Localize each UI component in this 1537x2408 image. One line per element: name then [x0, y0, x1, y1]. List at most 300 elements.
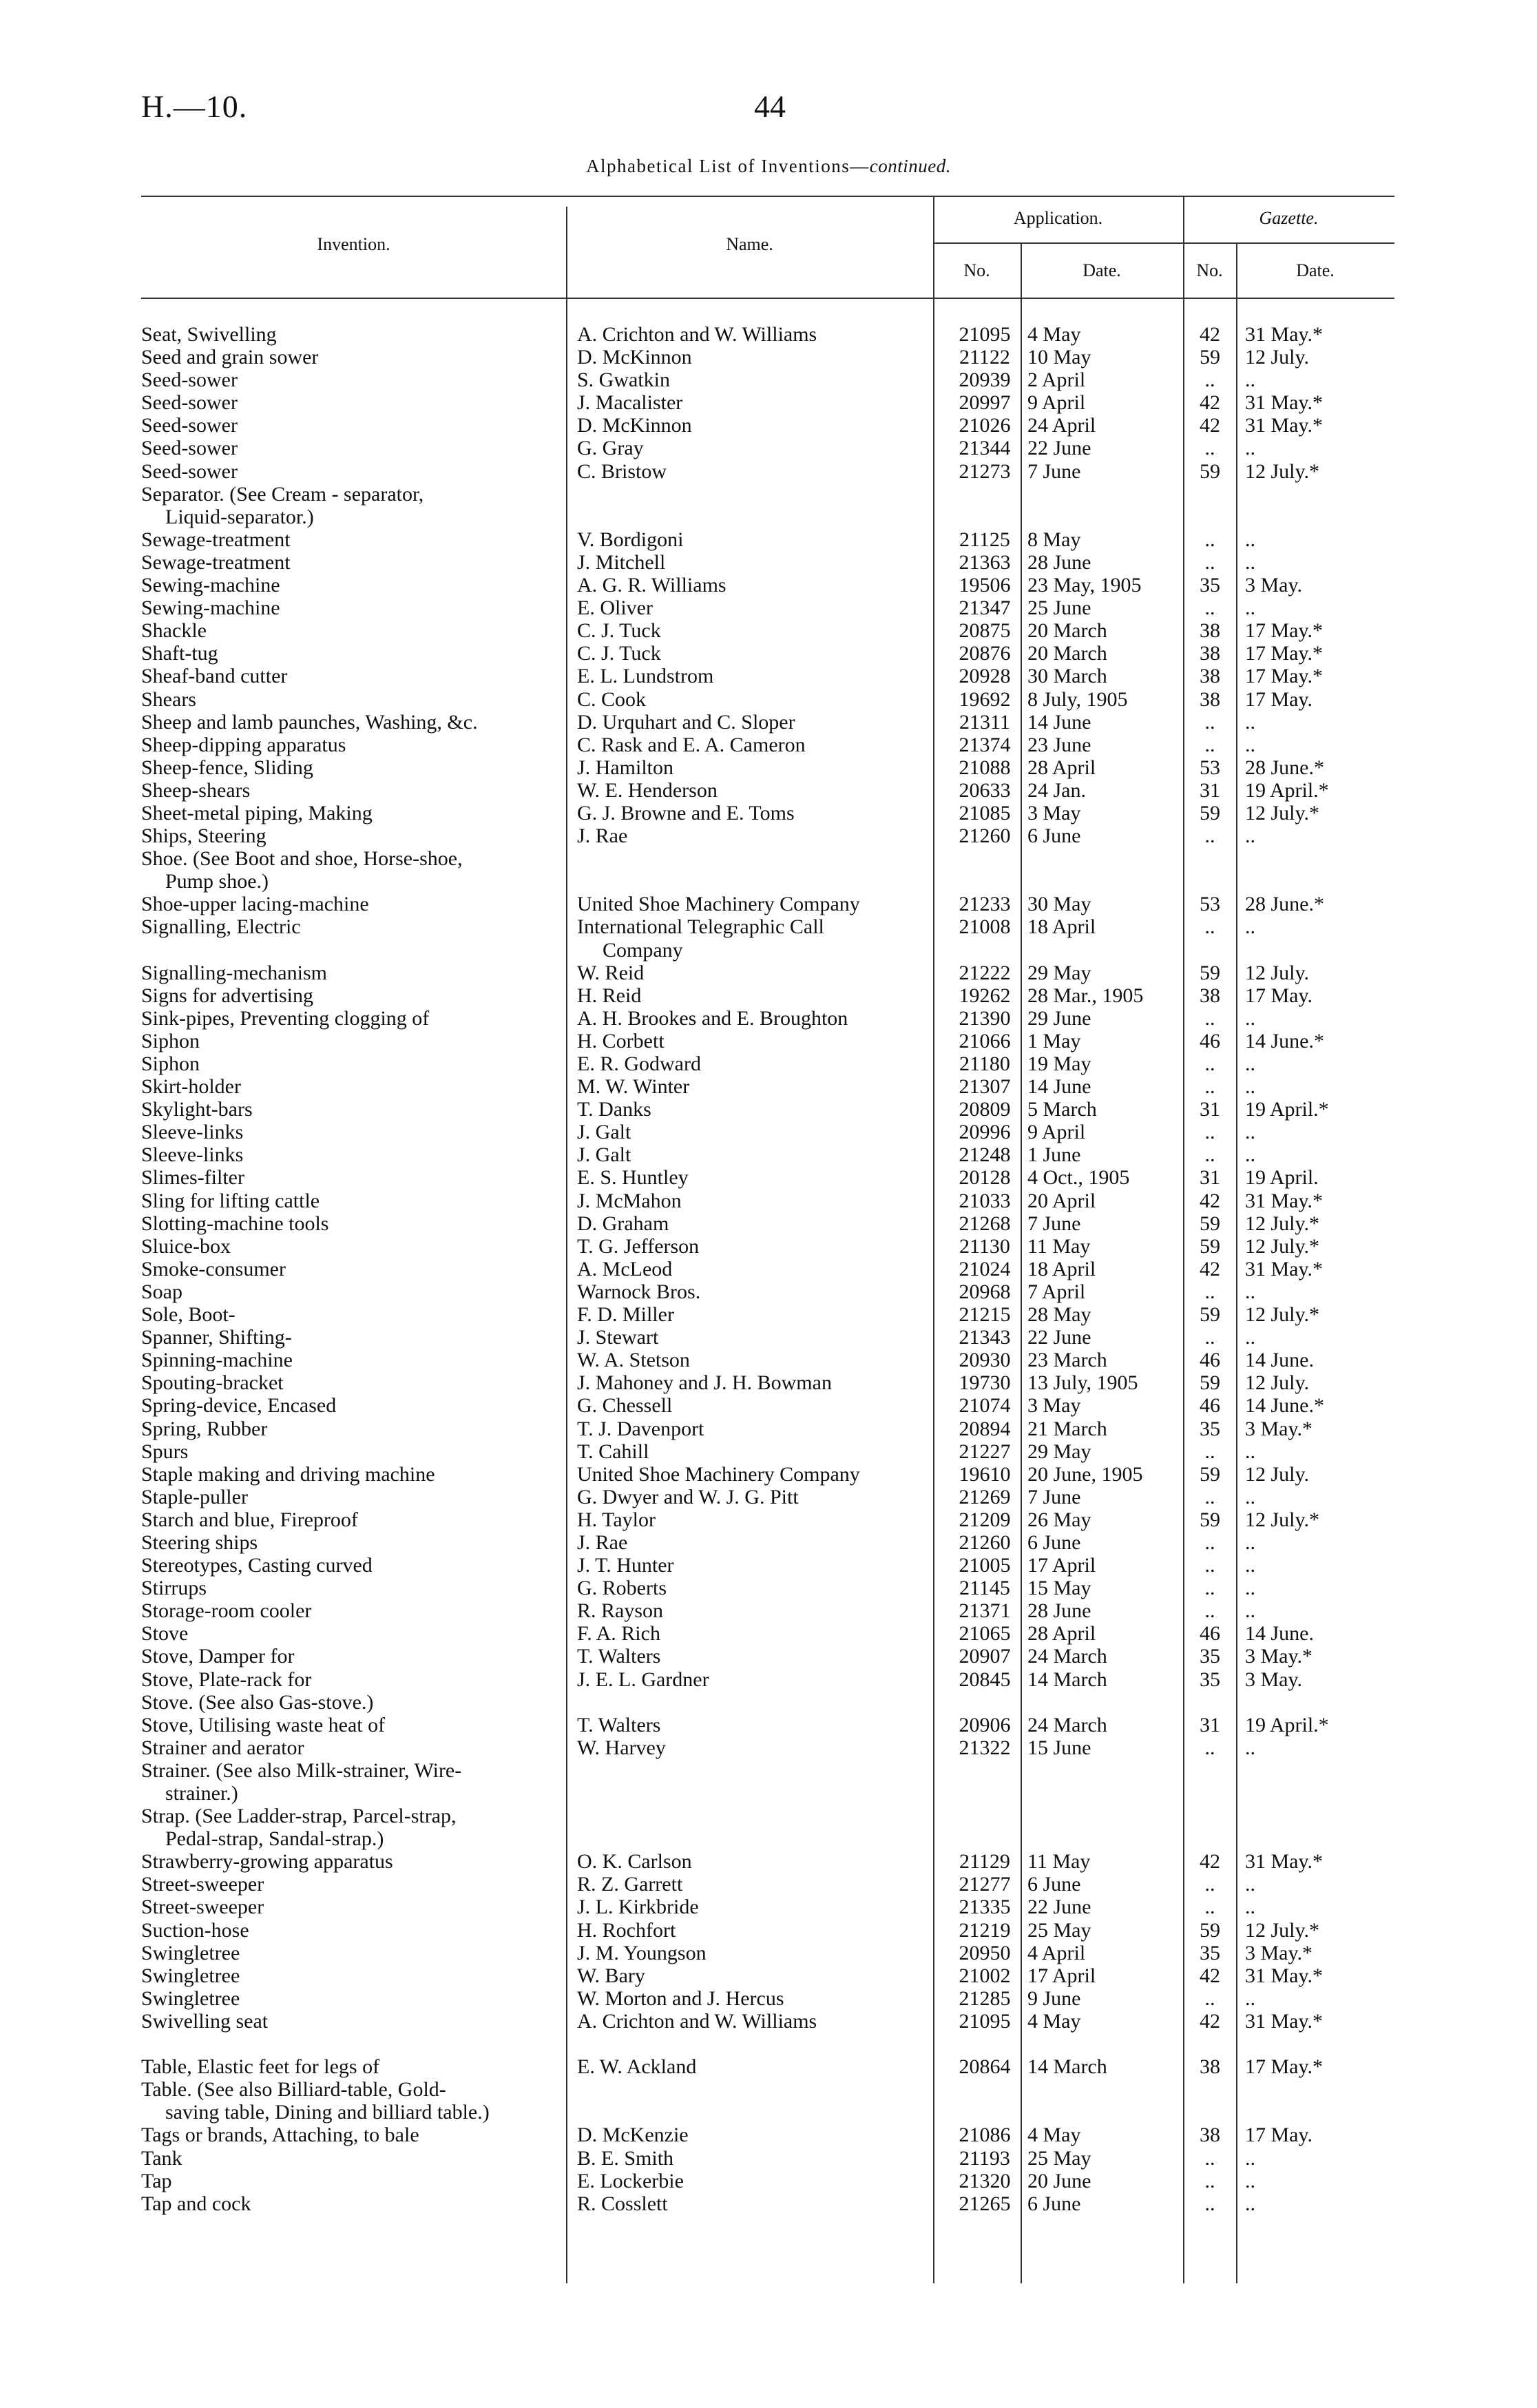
- application-date-cell: 24 March: [1027, 1645, 1107, 1668]
- invention-cell: Shaft-tug: [141, 642, 218, 665]
- gazette-number-cell: ..: [1204, 550, 1215, 574]
- gazette-date-cell: ..: [1245, 369, 1255, 392]
- gazette-date-cell: 17 May.*: [1245, 2055, 1324, 2079]
- application-date-cell: 10 May: [1027, 346, 1091, 369]
- name-cell: T. Walters: [577, 1713, 661, 1736]
- invention-cell: Separator. (See Cream - separator,: [141, 482, 424, 506]
- gazette-number-cell: 42: [1200, 1850, 1220, 1874]
- application-number-cell: 21322: [959, 1736, 1011, 1759]
- application-number-cell: 20894: [959, 1417, 1011, 1440]
- invention-cell: Stove. (See also Gas-stove.): [141, 1690, 374, 1714]
- application-number-cell: 19730: [959, 1371, 1011, 1395]
- application-number-cell: 21033: [959, 1189, 1011, 1212]
- gazette-date-cell: 14 June.: [1245, 1349, 1314, 1372]
- name-cell: D. Urquhart and C. Sloper: [577, 710, 795, 734]
- application-number-cell: 20809: [959, 1098, 1011, 1121]
- gazette-number-cell: 42: [1200, 391, 1220, 415]
- application-subheader-rule: [933, 242, 1394, 244]
- invention-cell: Tap: [141, 2169, 172, 2192]
- gazette-date-cell: ..: [1245, 550, 1255, 574]
- gazette-number-cell: ..: [1204, 1052, 1215, 1075]
- table-row: [0, 1030, 1537, 1052]
- application-date-cell: 30 May: [1027, 893, 1091, 916]
- table-row: [0, 1508, 1537, 1531]
- name-cell: E. L. Lundstrom: [577, 665, 714, 688]
- invention-cell: Siphon: [141, 1052, 200, 1075]
- name-cell: E. R. Godward: [577, 1052, 701, 1075]
- invention-cell: Spinning-machine: [141, 1349, 293, 1372]
- application-date-cell: 4 April: [1027, 1941, 1086, 1964]
- table-row: [0, 1668, 1537, 1691]
- table-row: [0, 665, 1537, 687]
- gazette-date-cell: 14 June.*: [1245, 1394, 1324, 1418]
- invention-cell: Shoe. (See Boot and shoe, Horse-shoe,: [141, 847, 463, 871]
- gazette-number-cell: ..: [1204, 1485, 1215, 1508]
- gazette-number-cell: ..: [1204, 1006, 1215, 1030]
- gazette-date-cell: ..: [1245, 437, 1255, 460]
- invention-cell: Stove, Damper for: [141, 1645, 295, 1668]
- invention-cell: Sheep-dipping apparatus: [141, 733, 346, 756]
- name-cell: J. Macalister: [577, 391, 683, 415]
- gazette-date-cell: ..: [1245, 1736, 1255, 1759]
- invention-cell: Shoe-upper lacing-machine: [141, 893, 369, 916]
- application-number-cell: 21219: [959, 1918, 1011, 1942]
- table-row: [0, 1873, 1537, 1896]
- application-number-cell: 21390: [959, 1006, 1011, 1030]
- gazette-date-cell: 12 July.*: [1245, 1234, 1320, 1258]
- gazette-date-cell: 28 June.*: [1245, 893, 1324, 916]
- application-number-cell: 21343: [959, 1326, 1011, 1349]
- name-cell: G. Dwyer and W. J. G. Pitt: [577, 1485, 799, 1508]
- name-cell: T. J. Davenport: [577, 1417, 704, 1440]
- application-date-cell: 23 May, 1905: [1027, 574, 1142, 597]
- name-cell: J. Rae: [577, 1530, 628, 1554]
- gazette-number-cell: 59: [1200, 1508, 1220, 1531]
- application-number-cell: 21320: [959, 2169, 1011, 2192]
- invention-cell: Seed-sower: [141, 459, 238, 483]
- table-row: [0, 711, 1537, 734]
- header-gaz-date: Date.: [1296, 260, 1335, 280]
- gazette-date-cell: 19 April.: [1245, 1166, 1319, 1190]
- gazette-date-cell: ..: [1245, 1986, 1255, 2010]
- name-cell: D. McKinnon: [577, 346, 692, 369]
- invention-cell: Seed-sower: [141, 414, 238, 437]
- application-date-cell: 9 April: [1027, 391, 1086, 415]
- application-number-cell: 21129: [959, 1850, 1010, 1874]
- name-cell: V. Bordigoni: [577, 528, 684, 551]
- invention-cell: Seed-sower: [141, 437, 238, 460]
- name-cell: J. Galt: [577, 1121, 631, 1144]
- application-number-cell: 21335: [959, 1896, 1011, 1919]
- table-row: [0, 2147, 1537, 2170]
- gazette-number-cell: 59: [1200, 1212, 1220, 1235]
- name-cell: H. Rochfort: [577, 1918, 676, 1942]
- name-cell: T. Cahill: [577, 1440, 649, 1463]
- invention-cell: Swingletree: [141, 1941, 240, 1964]
- table-row: [0, 1303, 1537, 1326]
- name-cell: W. E. Henderson: [577, 778, 718, 802]
- name-cell: E. W. Ackland: [577, 2055, 697, 2079]
- application-date-cell: 20 June: [1027, 2169, 1091, 2192]
- table-row: [0, 1143, 1537, 1166]
- table-row: [0, 870, 1537, 893]
- name-cell: A. H. Brookes and E. Broughton: [577, 1006, 848, 1030]
- application-number-cell: 21209: [959, 1508, 1011, 1531]
- gazette-number-cell: 53: [1200, 893, 1220, 916]
- invention-cell: Stove, Plate-rack for: [141, 1668, 312, 1691]
- application-date-cell: 29 May: [1027, 1440, 1091, 1463]
- name-cell: R. Rayson: [577, 1599, 664, 1623]
- table-row: [0, 1919, 1537, 1942]
- name-cell: D. McKinnon: [577, 414, 692, 437]
- gazette-number-cell: 59: [1200, 459, 1220, 483]
- invention-cell: Smoke-consumer: [141, 1257, 286, 1280]
- invention-cell: Skylight-bars: [141, 1098, 253, 1121]
- name-cell: J. E. L. Gardner: [577, 1668, 709, 1691]
- gazette-date-cell: ..: [1245, 1599, 1255, 1623]
- gazette-number-cell: ..: [1204, 733, 1215, 756]
- gazette-number-cell: ..: [1204, 437, 1215, 460]
- gazette-date-cell: ..: [1245, 1006, 1255, 1030]
- gazette-date-cell: 31 May.*: [1245, 1189, 1324, 1212]
- invention-cell: Steering ships: [141, 1530, 258, 1554]
- application-number-cell: 21095: [959, 2009, 1011, 2033]
- gazette-date-cell: 17 May.: [1245, 984, 1313, 1007]
- gazette-number-cell: ..: [1204, 1280, 1215, 1303]
- gazette-date-cell: ..: [1245, 596, 1255, 620]
- gazette-date-cell: ..: [1245, 1577, 1255, 1600]
- application-date-cell: 4 May: [1027, 323, 1081, 346]
- table-row: [0, 1121, 1537, 1143]
- invention-cell: Staple-puller: [141, 1485, 248, 1508]
- application-number-cell: 21260: [959, 824, 1011, 848]
- table-row: [0, 2078, 1537, 2101]
- table-row: [0, 2101, 1537, 2124]
- invention-cell: Staple making and driving machine: [141, 1462, 435, 1486]
- header-invention: Invention.: [317, 234, 390, 254]
- gazette-date-cell: 3 May.*: [1245, 1417, 1313, 1440]
- application-number-cell: 21024: [959, 1257, 1011, 1280]
- table-row: [0, 2192, 1537, 2215]
- name-cell: W. Harvey: [577, 1736, 666, 1759]
- gazette-number-cell: ..: [1204, 1530, 1215, 1554]
- invention-cell: Slimes-filter: [141, 1166, 244, 1190]
- invention-cell: Siphon: [141, 1029, 200, 1052]
- name-cell: E. S. Huntley: [577, 1166, 689, 1190]
- application-number-cell: 20996: [959, 1121, 1011, 1144]
- table-row: [0, 756, 1537, 779]
- gazette-date-cell: 12 July.: [1245, 1371, 1310, 1395]
- gazette-date-cell: 31 May.*: [1245, 323, 1324, 346]
- table-row: [0, 1258, 1537, 1280]
- gazette-number-cell: ..: [1204, 528, 1215, 551]
- gazette-number-cell: 42: [1200, 2009, 1220, 2033]
- name-cell: B. E. Smith: [577, 2146, 674, 2170]
- table-row: [0, 1075, 1537, 1098]
- application-date-cell: 6 June: [1027, 1873, 1081, 1896]
- gazette-number-cell: 38: [1200, 2055, 1220, 2079]
- application-date-cell: 23 June: [1027, 733, 1091, 756]
- page-number: 44: [754, 89, 786, 124]
- table-row: [0, 1418, 1537, 1440]
- table-row: [0, 1098, 1537, 1121]
- header-app-date: Date.: [1083, 260, 1121, 280]
- gazette-date-cell: ..: [1245, 1075, 1255, 1099]
- application-date-cell: 30 March: [1027, 665, 1107, 688]
- application-number-cell: 21260: [959, 1530, 1011, 1554]
- application-number-cell: 21277: [959, 1873, 1011, 1896]
- table-header-bottom-rule: [141, 298, 1394, 299]
- application-number-cell: 21180: [959, 1052, 1010, 1075]
- application-number-cell: 21005: [959, 1554, 1011, 1577]
- application-date-cell: 19 May: [1027, 1052, 1091, 1075]
- gazette-date-cell: 12 July.*: [1245, 1918, 1320, 1942]
- name-cell: G. J. Browne and E. Toms: [577, 801, 795, 824]
- invention-cell: Tap and cock: [141, 2192, 251, 2215]
- application-number-cell: 21268: [959, 1212, 1011, 1235]
- name-cell: E. Oliver: [577, 596, 653, 620]
- application-number-cell: 21088: [959, 756, 1011, 779]
- gazette-number-cell: 35: [1200, 1645, 1220, 1668]
- table-row: [0, 506, 1537, 528]
- invention-cell: Signs for advertising: [141, 984, 313, 1007]
- gazette-date-cell: ..: [1245, 1143, 1255, 1167]
- application-number-cell: 21095: [959, 323, 1011, 346]
- application-date-cell: 22 June: [1027, 437, 1091, 460]
- table-row: [0, 688, 1537, 711]
- application-number-cell: 21074: [959, 1394, 1011, 1418]
- invention-cell: Signalling, Electric: [141, 915, 301, 939]
- gazette-date-cell: ..: [1245, 824, 1255, 848]
- application-date-cell: 18 April: [1027, 1257, 1096, 1280]
- name-cell: C. Bristow: [577, 459, 667, 483]
- application-date-cell: 4 May: [1027, 2124, 1081, 2147]
- application-date-cell: 14 June: [1027, 1075, 1091, 1099]
- gazette-number-cell: 59: [1200, 1234, 1220, 1258]
- application-date-cell: 17 April: [1027, 1554, 1096, 1577]
- application-number-cell: 21130: [959, 1234, 1010, 1258]
- application-date-cell: 3 May: [1027, 801, 1081, 824]
- gazette-date-cell: ..: [1245, 1896, 1255, 1919]
- application-date-cell: 2 April: [1027, 369, 1086, 392]
- gazette-number-cell: ..: [1204, 1075, 1215, 1099]
- name-cell: C. J. Tuck: [577, 642, 661, 665]
- gazette-number-cell: 31: [1200, 1713, 1220, 1736]
- application-number-cell: 20906: [959, 1713, 1011, 1736]
- application-date-cell: 6 June: [1027, 824, 1081, 848]
- table-row: [0, 1622, 1537, 1645]
- invention-cell: Spanner, Shifting-: [141, 1326, 292, 1349]
- invention-cell: Spurs: [141, 1440, 189, 1463]
- invention-cell: Storage-room cooler: [141, 1599, 312, 1623]
- table-row: [0, 1645, 1537, 1668]
- list-title: [0, 156, 1537, 177]
- invention-cell: Street-sweeper: [141, 1896, 264, 1919]
- table-row: [0, 847, 1537, 870]
- name-cell: G. Gray: [577, 437, 644, 460]
- application-number-cell: 20845: [959, 1668, 1011, 1691]
- gazette-date-cell: 31 May.*: [1245, 1964, 1324, 1987]
- table-row: [0, 369, 1537, 391]
- application-number-cell: 20997: [959, 391, 1011, 415]
- invention-cell: Soap: [141, 1280, 182, 1303]
- application-number-cell: 20939: [959, 369, 1011, 392]
- application-date-cell: 11 May: [1027, 1850, 1091, 1874]
- application-date-cell: 20 April: [1027, 1189, 1096, 1212]
- table-row: [0, 1371, 1537, 1394]
- table-row: [0, 391, 1537, 414]
- table-row: [0, 962, 1537, 984]
- application-date-cell: 28 April: [1027, 1622, 1096, 1646]
- name-cell: J. Stewart: [577, 1326, 659, 1349]
- name-cell: Company: [603, 938, 683, 962]
- gazette-date-cell: ..: [1245, 915, 1255, 939]
- gazette-date-cell: 14 June.: [1245, 1622, 1314, 1646]
- application-date-cell: 20 March: [1027, 642, 1107, 665]
- gazette-date-cell: 19 April.*: [1245, 1098, 1329, 1121]
- application-date-cell: 7 June: [1027, 459, 1081, 483]
- invention-cell: Table. (See also Billiard-table, Gold-: [141, 2078, 446, 2101]
- gazette-number-cell: 38: [1200, 619, 1220, 643]
- table-row: [0, 1964, 1537, 1987]
- invention-cell: saving table, Dining and billiard table.): [165, 2101, 490, 2124]
- table-row: [0, 915, 1537, 938]
- table-row: [0, 528, 1537, 551]
- application-date-cell: 23 March: [1027, 1349, 1107, 1372]
- application-date-cell: 9 April: [1027, 1121, 1086, 1144]
- table-row: [0, 802, 1537, 824]
- application-date-cell: 28 April: [1027, 756, 1096, 779]
- invention-cell: Street-sweeper: [141, 1873, 264, 1896]
- application-date-cell: 25 May: [1027, 1918, 1091, 1942]
- table-top-rule: [141, 196, 1394, 197]
- table-row: [0, 596, 1537, 619]
- gazette-date-cell: 31 May.*: [1245, 391, 1324, 415]
- invention-cell: Sleeve-links: [141, 1121, 244, 1144]
- application-number-cell: 21374: [959, 733, 1011, 756]
- gazette-number-cell: 59: [1200, 961, 1220, 984]
- gazette-number-cell: 31: [1200, 1098, 1220, 1121]
- invention-cell: Swingletree: [141, 1964, 240, 1987]
- name-cell: F. D. Miller: [577, 1303, 674, 1327]
- gazette-number-cell: 59: [1200, 1462, 1220, 1486]
- name-cell: W. Morton and J. Hercus: [577, 1986, 784, 2010]
- gazette-number-cell: 59: [1200, 1371, 1220, 1395]
- application-date-cell: 20 March: [1027, 619, 1107, 643]
- table-row: [0, 619, 1537, 642]
- table-row: [0, 460, 1537, 483]
- name-cell: H. Taylor: [577, 1508, 656, 1531]
- application-date-cell: 8 July, 1905: [1027, 687, 1128, 711]
- gazette-date-cell: ..: [1245, 1326, 1255, 1349]
- gazette-number-cell: ..: [1204, 1599, 1215, 1623]
- table-row: [0, 2010, 1537, 2033]
- name-cell: S. Gwatkin: [577, 369, 670, 392]
- name-cell: United Shoe Machinery Company: [577, 1462, 860, 1486]
- table-row: [0, 1759, 1537, 1782]
- gazette-number-cell: ..: [1204, 1121, 1215, 1144]
- table-row: [0, 1235, 1537, 1258]
- invention-cell: Tank: [141, 2146, 182, 2170]
- name-cell: J. McMahon: [577, 1189, 682, 1212]
- name-cell: C. J. Tuck: [577, 619, 661, 643]
- application-number-cell: 21026: [959, 414, 1011, 437]
- name-cell: F. A. Rich: [577, 1622, 660, 1646]
- application-number-cell: 20950: [959, 1941, 1011, 1964]
- invention-cell: Sling for lifting cattle: [141, 1189, 320, 1212]
- gazette-number-cell: 59: [1200, 801, 1220, 824]
- table-row: [0, 2124, 1537, 2146]
- invention-cell: Pedal-strap, Sandal-strap.): [165, 1827, 384, 1851]
- gazette-date-cell: ..: [1245, 710, 1255, 734]
- table-row: [0, 551, 1537, 574]
- gazette-number-cell: 31: [1200, 778, 1220, 802]
- application-number-cell: 21125: [959, 528, 1010, 551]
- application-date-cell: 4 Oct., 1905: [1027, 1166, 1130, 1190]
- name-cell: C. Cook: [577, 687, 647, 711]
- gazette-number-cell: ..: [1204, 824, 1215, 848]
- application-number-cell: 21363: [959, 550, 1011, 574]
- gazette-date-cell: 3 May.: [1245, 574, 1303, 597]
- header-application: Application.: [1013, 208, 1103, 228]
- application-number-cell: 20907: [959, 1645, 1011, 1668]
- application-date-cell: 24 March: [1027, 1713, 1107, 1736]
- application-date-cell: 28 June: [1027, 1599, 1091, 1623]
- gazette-date-cell: 19 April.*: [1245, 1713, 1329, 1736]
- application-date-cell: 7 June: [1027, 1485, 1081, 1508]
- gazette-number-cell: ..: [1204, 1986, 1215, 2010]
- application-date-cell: 1 June: [1027, 1143, 1081, 1167]
- application-date-cell: 4 May: [1027, 2009, 1081, 2033]
- invention-cell: Sewing-machine: [141, 596, 280, 620]
- invention-cell: Suction-hose: [141, 1918, 249, 1942]
- invention-cell: Swivelling seat: [141, 2009, 269, 2033]
- name-cell: J. M. Youngson: [577, 1941, 707, 1964]
- application-number-cell: 20930: [959, 1349, 1011, 1372]
- table-row: [0, 1599, 1537, 1622]
- name-cell: A. Crichton and W. Williams: [577, 323, 817, 346]
- gazette-date-cell: 28 June.*: [1245, 756, 1324, 779]
- gazette-date-cell: 31 May.*: [1245, 414, 1324, 437]
- table-row: [0, 1691, 1537, 1714]
- invention-cell: Sheep-fence, Sliding: [141, 756, 313, 779]
- application-date-cell: 7 June: [1027, 1212, 1081, 1235]
- table-row: [0, 346, 1537, 369]
- gazette-number-cell: 38: [1200, 2124, 1220, 2147]
- name-cell: A. McLeod: [577, 1257, 673, 1280]
- application-number-cell: 21002: [959, 1964, 1011, 1987]
- application-number-cell: 21222: [959, 961, 1011, 984]
- gazette-number-cell: ..: [1204, 1143, 1215, 1167]
- invention-cell: Sleeve-links: [141, 1143, 244, 1167]
- application-number-cell: 20876: [959, 642, 1011, 665]
- invention-cell: Skirt-holder: [141, 1075, 241, 1099]
- application-number-cell: 20968: [959, 1280, 1011, 1303]
- gazette-number-cell: 53: [1200, 756, 1220, 779]
- invention-cell: Sewing-machine: [141, 574, 280, 597]
- application-number-cell: 21065: [959, 1622, 1011, 1646]
- name-cell: H. Corbett: [577, 1029, 665, 1052]
- invention-cell: Spouting-bracket: [141, 1371, 284, 1395]
- invention-cell: Swingletree: [141, 1986, 240, 2010]
- gazette-date-cell: 17 May.: [1245, 687, 1313, 711]
- invention-cell: Sink-pipes, Preventing clogging of: [141, 1006, 430, 1030]
- application-number-cell: 21265: [959, 2192, 1011, 2215]
- page-reference: H.—10.: [141, 89, 248, 124]
- application-number-cell: 19506: [959, 574, 1011, 597]
- table-row: [0, 1280, 1537, 1303]
- table-row: [0, 1554, 1537, 1577]
